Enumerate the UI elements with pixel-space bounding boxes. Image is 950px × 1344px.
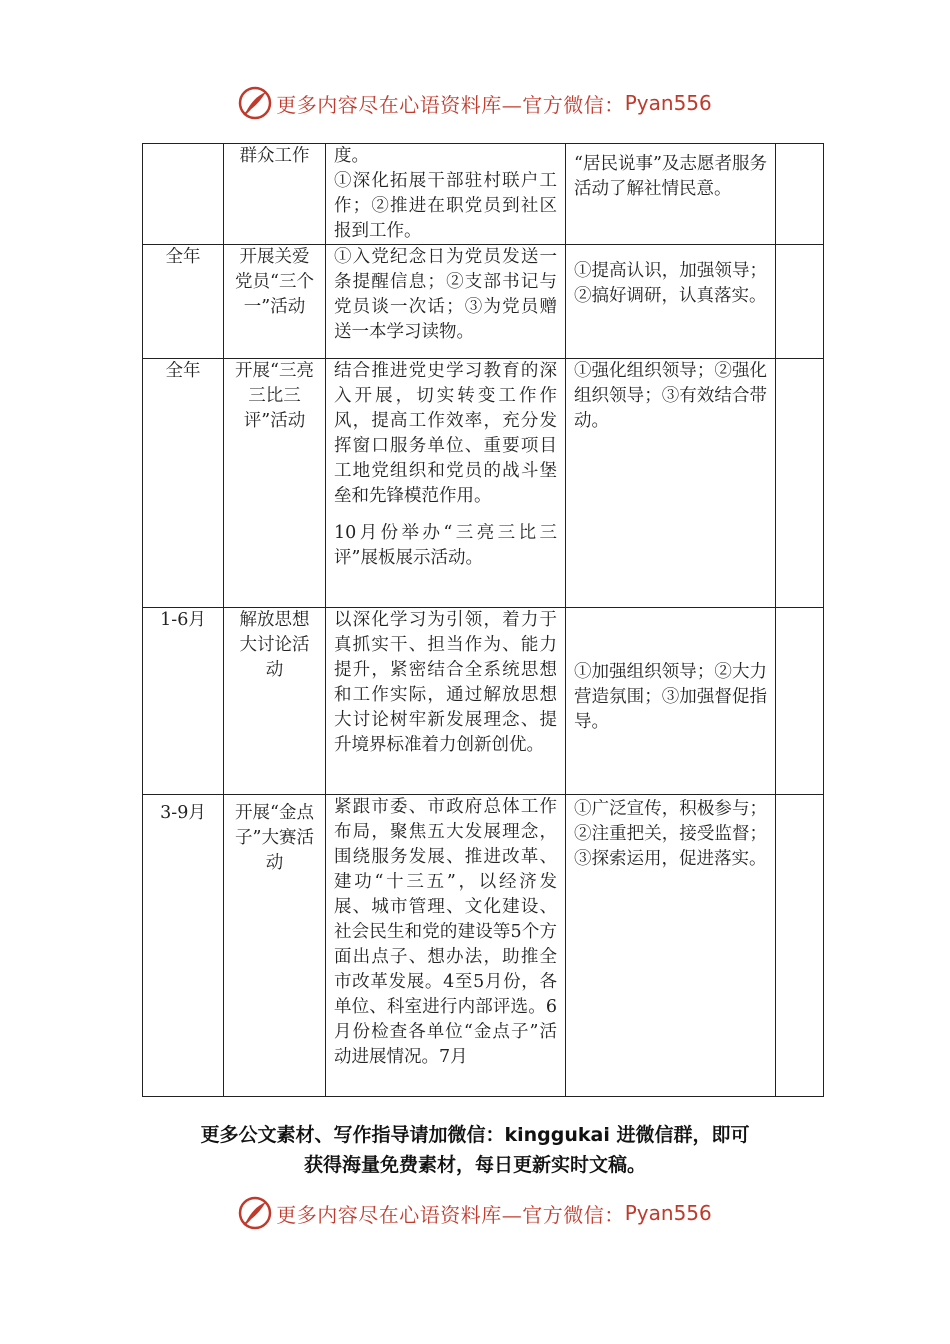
- banner-wechat-id: Pyan556: [624, 91, 712, 115]
- promo-notice-line-2: 获得海量免费素材，每日更新实时文稿。: [303, 1154, 646, 1176]
- content-paragraph: 以深化学习为引领，着力于真抓实干、担当作为、能力提升，紧密结合全系统思想和工作实际，通过解放思想大讨论树牢新发展理念、提升境界标准着力创新创优。: [334, 610, 557, 755]
- measure-cell: ①提高认识，加强领导；②搞好调研，认真落实。: [566, 245, 776, 359]
- content-paragraph: 度。: [334, 146, 369, 166]
- measure-cell: ①强化组织领导；②强化组织领导；③有效结合带动。: [566, 359, 776, 608]
- promo-notice-line-1: 更多公文素材、写作指导请加微信：kinggukai 进微信群，即可: [200, 1124, 750, 1146]
- measure-cell: ①广泛宣传，积极参与；②注重把关，接受监督；③探索运用，促进落实。: [566, 795, 776, 1097]
- banner-wechat-id: Pyan556: [624, 1201, 712, 1225]
- content-paragraph: 结合推进党史学习教育的深入开展，切实转变工作作风，提高工作效率，充分发挥窗口服务单位、重要项目工地党组织和党员的战斗堡垒和先锋模范作用。: [334, 361, 557, 506]
- content-paragraph: ①深化拓展干部驻村联户工作；②推进在职党员到社区报到工作。: [334, 171, 557, 241]
- content-cell: [326, 245, 566, 359]
- banner-text: 更多内容尽在心语资料库—官方微信：: [276, 1202, 625, 1227]
- top-banner: [0, 83, 950, 123]
- remark-cell: [776, 144, 824, 245]
- time-cell: 3-9月: [143, 795, 224, 1097]
- time-cell: [143, 144, 224, 245]
- activity-name-cell: 群众工作: [224, 144, 326, 245]
- content-cell: [326, 144, 566, 245]
- content-paragraph: 紧跟市委、市政府总体工作布局，聚焦五大发展理念，围绕服务发展、推进改革、建功“十三五”，以经济发展、城市管理、文化建设、社会民生和党的建设等5个方面出点子、想办法，助推全市改革发展。4至5月份，各单位、科室进行内部评选。6月份检查各单位“金点子”活动进展情况。7月: [334, 797, 557, 1067]
- banner-text: 更多内容尽在心语资料库—官方微信：: [276, 92, 625, 117]
- content-cell: [326, 795, 566, 1097]
- activity-name-cell: 开展“三亮三比三评”活动: [224, 359, 326, 608]
- table-row: [143, 245, 824, 359]
- measure-cell: ①加强组织领导；②大力营造氛围；③加强督促指导。: [566, 608, 776, 795]
- activity-name-cell: 解放思想大讨论活动: [224, 608, 326, 795]
- table-row: [143, 795, 824, 1097]
- content-paragraph: ①入党纪念日为党员发送一条提醒信息；②支部书记与党员谈一次话；③为党员赠送一本学习读物。: [334, 247, 557, 342]
- remark-cell: [776, 359, 824, 608]
- content-paragraph: 10月份举办“三亮三比三评”展板展示活动。: [334, 523, 557, 568]
- promo-notice: [0, 1120, 950, 1180]
- time-cell: 全年: [143, 245, 224, 359]
- table-row: [143, 608, 824, 795]
- activity-table: [142, 143, 824, 1097]
- remark-cell: [776, 608, 824, 795]
- quill-pen-logo-icon: [238, 1196, 272, 1230]
- content-cell: [326, 608, 566, 795]
- time-cell: 全年: [143, 359, 224, 608]
- activity-name-cell: 开展关爱党员“三个一”活动: [224, 245, 326, 359]
- bottom-banner: [0, 1193, 950, 1233]
- quill-pen-logo-icon: [238, 86, 272, 120]
- activity-name-cell: 开展“金点子”大赛活动: [224, 795, 326, 1097]
- remark-cell: [776, 245, 824, 359]
- table-row: [143, 144, 824, 245]
- remark-cell: [776, 795, 824, 1097]
- content-cell: [326, 359, 566, 608]
- table-row: [143, 359, 824, 608]
- measure-cell: “居民说事”及志愿者服务活动了解社情民意。: [566, 144, 776, 245]
- time-cell: 1-6月: [143, 608, 224, 795]
